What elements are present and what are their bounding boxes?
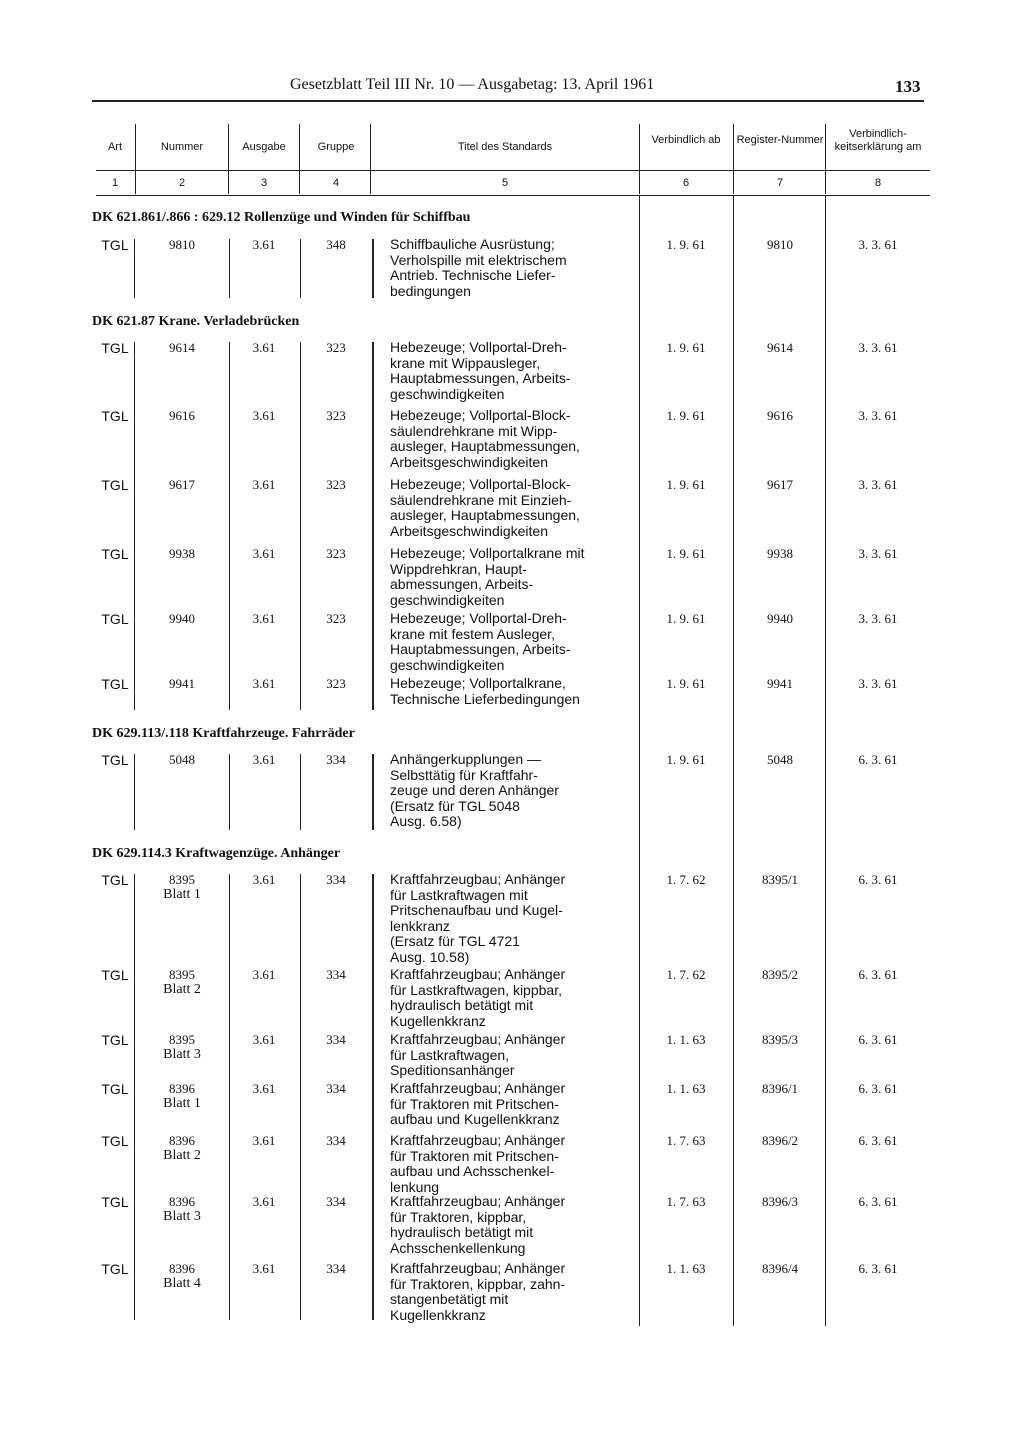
row-verbindlichkeitserklaerung: 3. 3. 61 bbox=[858, 340, 898, 355]
col-num-1: 1 bbox=[111, 177, 119, 189]
row-art: TGL bbox=[101, 1194, 129, 1210]
row-titel bbox=[390, 340, 638, 402]
row-vrule bbox=[134, 239, 135, 298]
col-num-5: 5 bbox=[501, 177, 509, 189]
row-art: TGL bbox=[101, 676, 129, 692]
row-art: TGL bbox=[101, 752, 129, 768]
row-gruppe: 334 bbox=[326, 1032, 346, 1047]
row-titel-line: Ausg. 6.58) bbox=[390, 813, 462, 829]
row-ausgabe: 3.61 bbox=[252, 1261, 276, 1276]
row-titel-line: für Traktoren mit Pritschen- bbox=[390, 1147, 559, 1164]
row-art: TGL bbox=[101, 1032, 129, 1048]
row-ausgabe: 3.61 bbox=[252, 1133, 276, 1148]
row-art: TGL bbox=[101, 611, 129, 627]
row-art: TGL bbox=[101, 1081, 129, 1097]
row-titel bbox=[390, 1081, 638, 1128]
row-art: TGL bbox=[101, 872, 129, 888]
row-titel-line: (Ersatz für TGL 5048 bbox=[390, 797, 520, 814]
row-verbindlich-ab: 1. 7. 62 bbox=[666, 872, 706, 887]
row-gruppe: 334 bbox=[326, 1194, 346, 1209]
row-vrule bbox=[300, 239, 301, 298]
row-titel-line: Verholspille mit elektrischem bbox=[390, 251, 567, 268]
row-register-nummer: 8396/2 bbox=[761, 1133, 799, 1148]
row-verbindlich-ab: 1. 9. 61 bbox=[666, 340, 706, 355]
row-ausgabe: 3.61 bbox=[252, 546, 276, 561]
row-register-nummer: 9614 bbox=[767, 340, 793, 355]
section-heading: DK 629.114.3 Kraftwagenzüge. Anhänger bbox=[92, 846, 341, 861]
row-nummer-line: 5048 bbox=[169, 752, 195, 767]
row-art: TGL bbox=[101, 408, 129, 424]
row-nummer-line: 8396 bbox=[169, 1133, 195, 1148]
row-gruppe: 323 bbox=[326, 408, 346, 423]
row-nummer-line: 9940 bbox=[169, 611, 195, 626]
row-nummer-line: 8395 bbox=[169, 967, 195, 982]
row-titel-line: für Lastkraftwagen, bbox=[390, 1046, 510, 1063]
row-vrule bbox=[229, 874, 230, 1320]
row-gruppe: 334 bbox=[326, 872, 346, 887]
body-vrule bbox=[733, 196, 734, 1326]
row-ausgabe: 3.61 bbox=[252, 477, 276, 492]
header-vrule bbox=[299, 124, 300, 194]
row-verbindlichkeitserklaerung: 6. 3. 61 bbox=[858, 1133, 898, 1148]
row-verbindlich-ab: 1. 1. 63 bbox=[666, 1081, 706, 1096]
row-nummer-line: 8396 bbox=[169, 1194, 195, 1209]
row-art: TGL bbox=[101, 237, 129, 253]
row-titel-line: Hauptabmessungen, Arbeits- bbox=[390, 641, 571, 657]
row-titel bbox=[390, 1133, 638, 1195]
row-verbindlich-ab: 1. 7. 63 bbox=[666, 1133, 706, 1148]
col-head-erklaerung: Verbindlich-keitserklärung am bbox=[834, 128, 922, 153]
row-ausgabe: 3.61 bbox=[252, 340, 276, 355]
row-nummer-line: 9617 bbox=[169, 477, 195, 492]
row-vrule bbox=[229, 342, 230, 710]
row-ausgabe: 3.61 bbox=[252, 752, 276, 767]
row-nummer-line: 8396 bbox=[169, 1081, 195, 1096]
row-titel-line: Arbeitsgeschwindigkeiten bbox=[390, 522, 548, 539]
header-vrule bbox=[639, 124, 640, 194]
row-register-nummer: 8396/1 bbox=[761, 1081, 799, 1096]
row-verbindlich-ab: 1. 7. 63 bbox=[666, 1194, 706, 1209]
row-art: TGL bbox=[101, 1133, 129, 1149]
row-gruppe: 323 bbox=[326, 611, 346, 626]
row-titel-line: Kraftfahrzeugbau; Anhänger bbox=[390, 1080, 566, 1096]
col-head-art: Art bbox=[107, 141, 123, 153]
row-register-nummer: 9616 bbox=[767, 408, 793, 423]
row-nummer-line: 8395 bbox=[169, 1032, 195, 1047]
row-titel bbox=[390, 237, 638, 299]
row-nummer bbox=[138, 752, 226, 767]
row-ausgabe: 3.61 bbox=[252, 1081, 276, 1096]
row-nummer-line: Blatt 4 bbox=[163, 1276, 201, 1291]
row-verbindlich-ab: 1. 9. 61 bbox=[666, 611, 706, 626]
row-titel-line: für Traktoren, kippbar, bbox=[390, 1208, 527, 1225]
row-titel bbox=[390, 1194, 638, 1256]
row-gruppe: 323 bbox=[326, 340, 346, 355]
row-register-nummer: 8395/3 bbox=[761, 1032, 799, 1047]
row-verbindlich-ab: 1. 9. 61 bbox=[666, 546, 706, 561]
row-vrule bbox=[372, 239, 374, 298]
row-nummer bbox=[138, 237, 226, 252]
row-gruppe: 348 bbox=[326, 237, 346, 252]
row-nummer-line: 9614 bbox=[169, 340, 195, 355]
row-titel-line: stangenbetätigt mit bbox=[390, 1291, 509, 1307]
row-titel bbox=[390, 1261, 638, 1323]
row-vrule bbox=[300, 342, 301, 710]
row-register-nummer: 8396/3 bbox=[761, 1194, 799, 1209]
row-vrule bbox=[134, 342, 135, 710]
row-gruppe: 334 bbox=[326, 967, 346, 982]
row-verbindlichkeitserklaerung: 6. 3. 61 bbox=[858, 1032, 898, 1047]
row-titel-line: (Ersatz für TGL 4721 bbox=[390, 933, 520, 949]
row-verbindlichkeitserklaerung: 3. 3. 61 bbox=[858, 676, 898, 691]
row-nummer-line: 9938 bbox=[169, 546, 195, 561]
row-titel-line: lenkkranz bbox=[390, 917, 450, 934]
row-nummer-line: 8395 bbox=[169, 872, 195, 887]
col-head-gruppe: Gruppe bbox=[317, 141, 355, 153]
row-titel-line: Hebezeuge; Vollportalkrane, bbox=[390, 675, 566, 691]
row-verbindlichkeitserklaerung: 6. 3. 61 bbox=[858, 752, 898, 767]
row-register-nummer: 8395/1 bbox=[761, 872, 799, 887]
row-nummer bbox=[138, 340, 226, 355]
row-titel-line: Kraftfahrzeugbau; Anhänger bbox=[390, 1132, 566, 1148]
row-titel-line: Kraftfahrzeugbau; Anhänger bbox=[390, 1193, 566, 1209]
row-titel-line: krane mit festem Ausleger, bbox=[390, 625, 555, 642]
row-nummer-line: Blatt 2 bbox=[163, 982, 201, 997]
row-vrule bbox=[372, 342, 374, 710]
row-titel-line: Kraftfahrzeugbau; Anhänger bbox=[390, 966, 566, 982]
row-titel-line: Antrieb. Technische Liefer- bbox=[390, 267, 556, 283]
row-register-nummer: 5048 bbox=[767, 752, 793, 767]
row-register-nummer: 9940 bbox=[767, 611, 793, 626]
row-titel-line: ausleger, Hauptabmessungen, bbox=[390, 507, 580, 523]
row-titel-line: Hauptabmessungen, Arbeits- bbox=[390, 370, 571, 386]
row-ausgabe: 3.61 bbox=[252, 872, 276, 887]
row-register-nummer: 9810 bbox=[767, 237, 793, 252]
row-titel-line: Selbsttätig für Kraftfahr- bbox=[390, 766, 538, 783]
row-gruppe: 323 bbox=[326, 477, 346, 492]
row-verbindlich-ab: 1. 9. 61 bbox=[666, 676, 706, 691]
row-titel bbox=[390, 477, 638, 539]
row-vrule bbox=[134, 874, 135, 1320]
row-titel bbox=[390, 676, 638, 707]
row-titel bbox=[390, 872, 638, 965]
row-titel bbox=[390, 546, 638, 608]
row-titel-line: Hebezeuge; Vollportal-Block- bbox=[390, 476, 571, 492]
row-titel-line: Technische Lieferbedingungen bbox=[390, 690, 580, 707]
col-head-nummer: Nummer bbox=[160, 141, 204, 153]
row-ausgabe: 3.61 bbox=[252, 676, 276, 691]
row-verbindlich-ab: 1. 7. 62 bbox=[666, 967, 706, 982]
row-titel-line: geschwindigkeiten bbox=[390, 591, 505, 608]
row-gruppe: 334 bbox=[326, 1133, 346, 1148]
row-ausgabe: 3.61 bbox=[252, 1032, 276, 1047]
row-titel-line: säulendrehkrane mit Wipp- bbox=[390, 422, 558, 439]
header-divider bbox=[96, 170, 930, 171]
section-heading: DK 621.87 Krane. Verladebrücken bbox=[92, 314, 300, 329]
row-titel-line: Hebezeuge; Vollportal-Dreh- bbox=[390, 610, 567, 626]
page-number: 133 bbox=[895, 77, 921, 96]
row-vrule bbox=[300, 874, 301, 1320]
row-nummer bbox=[138, 1194, 226, 1224]
row-nummer-line: 9810 bbox=[169, 237, 195, 252]
row-nummer bbox=[138, 1081, 226, 1111]
row-titel-line: für Lastkraftwagen, kippbar, bbox=[390, 981, 562, 998]
col-num-4: 4 bbox=[332, 177, 340, 189]
row-nummer bbox=[138, 408, 226, 423]
row-gruppe: 323 bbox=[326, 546, 346, 561]
row-vrule bbox=[134, 754, 135, 830]
row-verbindlichkeitserklaerung: 6. 3. 61 bbox=[858, 1261, 898, 1276]
col-head-register: Register-Nummer bbox=[736, 134, 824, 146]
row-nummer bbox=[138, 611, 226, 626]
row-vrule bbox=[300, 754, 301, 830]
row-verbindlichkeitserklaerung: 3. 3. 61 bbox=[858, 237, 898, 252]
row-art: TGL bbox=[101, 546, 129, 562]
row-verbindlich-ab: 1. 1. 63 bbox=[666, 1261, 706, 1276]
row-titel-line: für Traktoren, kippbar, zahn- bbox=[390, 1275, 566, 1292]
row-art: TGL bbox=[101, 967, 129, 983]
row-nummer-line: Blatt 3 bbox=[163, 1209, 201, 1224]
row-titel-line: aufbau und Kugellenkkranz bbox=[390, 1111, 560, 1127]
header-bottom-rule bbox=[96, 195, 930, 196]
row-verbindlichkeitserklaerung: 3. 3. 61 bbox=[858, 477, 898, 492]
row-gruppe: 323 bbox=[326, 676, 346, 691]
row-titel-line: Kugellenkkranz bbox=[390, 1306, 486, 1323]
col-num-7: 7 bbox=[776, 177, 784, 189]
col-head-verbindlich: Verbindlich ab bbox=[651, 134, 721, 146]
row-ausgabe: 3.61 bbox=[252, 611, 276, 626]
row-verbindlichkeitserklaerung: 3. 3. 61 bbox=[858, 546, 898, 561]
running-header: Gesetzblatt Teil III Nr. 10 — Ausgabetag: 13. April 1961 bbox=[290, 76, 655, 93]
row-gruppe: 334 bbox=[326, 752, 346, 767]
row-ausgabe: 3.61 bbox=[252, 1194, 276, 1209]
row-verbindlichkeitserklaerung: 6. 3. 61 bbox=[858, 967, 898, 982]
row-nummer-line: 9941 bbox=[169, 676, 195, 691]
row-titel-line: Schiffbauliche Ausrüstung; bbox=[390, 236, 555, 252]
row-nummer bbox=[138, 1032, 226, 1062]
row-titel-line: geschwindigkeiten bbox=[390, 656, 505, 673]
row-gruppe: 334 bbox=[326, 1261, 346, 1276]
row-titel-line: Achsschenkellenkung bbox=[390, 1239, 526, 1256]
header-vrule bbox=[733, 124, 734, 194]
row-titel-line: säulendrehkrane mit Einzieh- bbox=[390, 491, 572, 508]
row-nummer-line: Blatt 1 bbox=[163, 887, 201, 902]
header-vrule bbox=[825, 124, 826, 194]
row-titel-line: lenkung bbox=[390, 1178, 440, 1195]
row-titel-line: für Traktoren mit Pritschen- bbox=[390, 1095, 559, 1112]
row-verbindlich-ab: 1. 9. 61 bbox=[666, 408, 706, 423]
row-titel-line: Pritschenaufbau und Kugel- bbox=[390, 902, 563, 918]
row-art: TGL bbox=[101, 477, 129, 493]
row-nummer-line: Blatt 3 bbox=[163, 1047, 201, 1062]
row-nummer-line: Blatt 1 bbox=[163, 1096, 201, 1111]
row-nummer-line: 9616 bbox=[169, 408, 195, 423]
row-titel-line: aufbau und Achsschenkel- bbox=[390, 1163, 555, 1179]
row-nummer bbox=[138, 546, 226, 561]
row-ausgabe: 3.61 bbox=[252, 237, 276, 252]
row-titel-line: Wippdrehkran, Haupt- bbox=[390, 560, 527, 577]
section-heading: DK 621.861/.866 : 629.12 Rollenzüge und Winden für Schiffbau bbox=[92, 210, 471, 225]
row-art: TGL bbox=[101, 340, 129, 356]
header-rule bbox=[92, 100, 924, 102]
row-nummer bbox=[138, 1133, 226, 1163]
row-ausgabe: 3.61 bbox=[252, 408, 276, 423]
col-num-3: 3 bbox=[260, 177, 268, 189]
header-vrule bbox=[135, 124, 136, 194]
row-nummer-line: 8396 bbox=[169, 1261, 195, 1276]
row-nummer bbox=[138, 1261, 226, 1291]
row-register-nummer: 9941 bbox=[767, 676, 793, 691]
row-art: TGL bbox=[101, 1261, 129, 1277]
col-head-titel: Titel des Standards bbox=[457, 141, 553, 153]
row-nummer bbox=[138, 477, 226, 492]
row-titel-line: Kraftfahrzeugbau; Anhänger bbox=[390, 1031, 566, 1047]
row-titel-line: Speditionsanhänger bbox=[390, 1062, 515, 1078]
col-num-6: 6 bbox=[682, 177, 690, 189]
row-titel-line: hydraulisch betätigt mit bbox=[390, 1224, 534, 1240]
row-titel-line: geschwindigkeiten bbox=[390, 385, 505, 402]
row-verbindlichkeitserklaerung: 6. 3. 61 bbox=[858, 1194, 898, 1209]
row-verbindlichkeitserklaerung: 6. 3. 61 bbox=[858, 1081, 898, 1096]
col-head-ausgabe: Ausgabe bbox=[242, 141, 286, 153]
row-titel-line: abmessungen, Arbeits- bbox=[390, 576, 534, 592]
col-num-8: 8 bbox=[874, 177, 882, 189]
row-titel bbox=[390, 1032, 638, 1079]
header-vrule bbox=[370, 124, 371, 194]
section-heading: DK 629.113/.118 Kraftfahrzeuge. Fahrräder bbox=[92, 726, 355, 741]
row-nummer bbox=[138, 872, 226, 902]
row-titel-line: Anhängerkupplungen — bbox=[390, 751, 542, 767]
row-verbindlichkeitserklaerung: 3. 3. 61 bbox=[858, 611, 898, 626]
col-num-2: 2 bbox=[178, 177, 186, 189]
row-register-nummer: 8396/4 bbox=[761, 1261, 799, 1276]
row-verbindlich-ab: 1. 9. 61 bbox=[666, 237, 706, 252]
row-titel-line: Hebezeuge; Vollportalkrane mit bbox=[390, 545, 585, 561]
row-register-nummer: 9617 bbox=[767, 477, 793, 492]
row-titel-line: zeuge und deren Anhänger bbox=[390, 782, 559, 798]
row-ausgabe: 3.61 bbox=[252, 967, 276, 982]
row-titel-line: krane mit Wippausleger, bbox=[390, 354, 541, 371]
row-titel-line: für Lastkraftwagen mit bbox=[390, 886, 528, 903]
row-verbindlichkeitserklaerung: 3. 3. 61 bbox=[858, 408, 898, 423]
row-titel-line: Kraftfahrzeugbau; Anhänger bbox=[390, 871, 566, 887]
row-titel-line: Hebezeuge; Vollportal-Dreh- bbox=[390, 339, 567, 355]
row-titel bbox=[390, 611, 638, 673]
header-vrule bbox=[228, 124, 229, 194]
row-titel-line: Hebezeuge; Vollportal-Block- bbox=[390, 407, 571, 423]
row-titel-line: Kraftfahrzeugbau; Anhänger bbox=[390, 1260, 566, 1276]
row-nummer bbox=[138, 676, 226, 691]
row-verbindlich-ab: 1. 1. 63 bbox=[666, 1032, 706, 1047]
row-titel bbox=[390, 967, 638, 1029]
row-verbindlich-ab: 1. 9. 61 bbox=[666, 477, 706, 492]
row-gruppe: 334 bbox=[326, 1081, 346, 1096]
row-nummer-line: Blatt 2 bbox=[163, 1148, 201, 1163]
row-titel-line: bedingungen bbox=[390, 282, 471, 299]
row-verbindlich-ab: 1. 9. 61 bbox=[666, 752, 706, 767]
row-register-nummer: 9938 bbox=[767, 546, 793, 561]
row-verbindlichkeitserklaerung: 6. 3. 61 bbox=[858, 872, 898, 887]
row-titel-line: ausleger, Hauptabmessungen, bbox=[390, 438, 580, 454]
row-titel-line: hydraulisch betätigt mit bbox=[390, 997, 534, 1013]
row-titel-line: Kugellenkkranz bbox=[390, 1012, 486, 1029]
row-vrule bbox=[372, 754, 374, 830]
row-register-nummer: 8395/2 bbox=[761, 967, 799, 982]
row-titel bbox=[390, 408, 638, 470]
row-titel-line: Ausg. 10.58) bbox=[390, 948, 470, 965]
row-titel bbox=[390, 752, 638, 830]
row-titel-line: Arbeitsgeschwindigkeiten bbox=[390, 453, 548, 470]
row-nummer bbox=[138, 967, 226, 997]
row-vrule bbox=[372, 874, 374, 1320]
